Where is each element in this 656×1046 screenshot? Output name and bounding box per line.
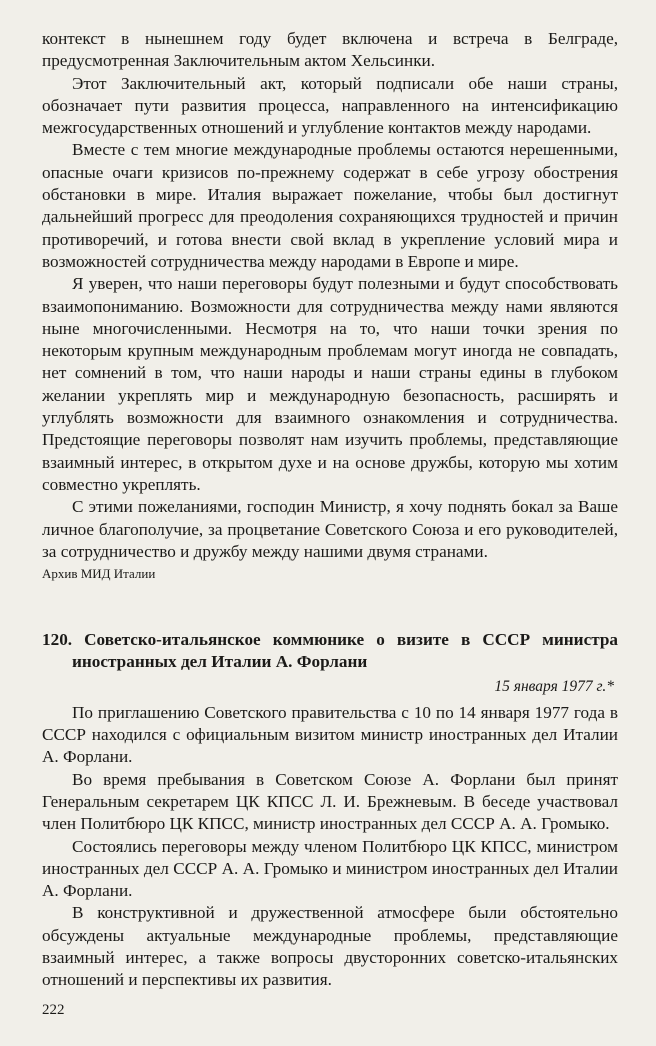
paragraph: С этими пожеланиями, господин Министр, я хочу поднять бокал за Ваше личное благополучие, за процветание Советского Союза и его руководителей, за сотрудничество и дружбу между нашими двумя странами.	[42, 497, 618, 561]
paragraph: Вместе с тем многие международные проблемы остаются нерешенными, опасные очаги кризисов по-прежнему содержат в себе угрозу обострения обстановки в мире. Италия выражает пожелание, чтобы был достигнут дальнейший прогресс для преодоления сохраняющихся трудностей и причин противоречий, и готова внести свой вклад в укрепление условий мира и возможностей сотрудничества между народами в Европе и мире.	[42, 140, 618, 271]
archive-source: Архив МИД Италии	[42, 566, 156, 582]
document-heading: 120. Советско-итальянское коммюнике о визите в СССР министра иностранных дел Италии А. Форлани	[42, 630, 618, 672]
paragraph: В конструктивной и дружественной атмосфере были обстоятельно обсуждены актуальные международные проблемы, представляющие взаимный интерес, а также вопросы двусторонних советско-итальянских отношений и перспективы их развития.	[42, 903, 618, 990]
paragraph: Состоялись переговоры между членом Политбюро ЦК КПСС, министром иностранных дел СССР А. А. Громыко и министром иностранных дел Италии А. Форлани.	[42, 836, 618, 901]
document-date: 15 января 1977 г.*	[494, 677, 614, 695]
text-column	[42, 28, 618, 992]
paragraph: Во время пребывания в Советском Союзе А. Форлани был принят Генеральным секретарем ЦК КПСС Л. И. Брежневым. В беседе участвовал член Политбюро ЦК КПСС, министр иностранных дел СССР А. А. Громыко.	[42, 769, 618, 834]
page-number: 222	[42, 1002, 65, 1018]
paragraph: По приглашению Советского правительства с 10 по 14 января 1977 года в СССР находился с официальным визитом министр иностранных дел Италии А. Форлани.	[42, 702, 618, 767]
paragraph-continuation: контекст в нынешнем году будет включена и встреча в Белграде, предусмотренная Заключительным актом Хельсинки.	[42, 29, 618, 71]
paragraph: Я уверен, что наши переговоры будут полезными и будут способствовать взаимопониманию. Возможности для сотрудничества между нами являются ныне многочисленными. Несмотря на то, что наши точки зрения по некоторым крупным международным проблемам могут иногда не совпадать, нет сомнений в том, что наши народы и наши страны едины в глубоком желании укреплять мир и международную безопасность, расширять и углублять возможности для взаимного ознакомления и сотрудничества. Предстоящие переговоры позволят нам изучить проблемы, представляющие взаимный интерес, в открытом духе и на основе дружбы, которую мы хотим совместно укреплять.	[42, 274, 618, 494]
paragraph: Этот Заключительный акт, который подписали обе наши страны, обозначает пути развития процесса, направленного на интенсификацию межгосударственных отношений и углубление контактов между народами.	[42, 73, 618, 138]
